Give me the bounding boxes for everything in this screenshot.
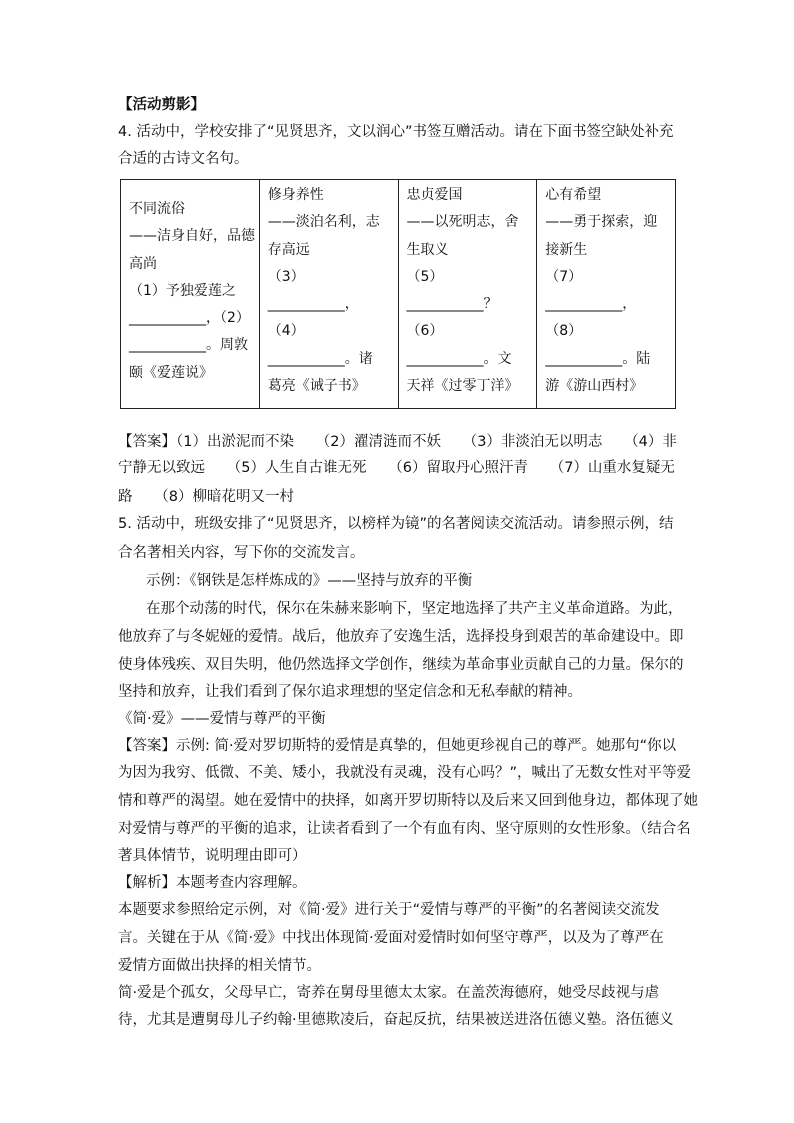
cell-line: 接新生 bbox=[545, 241, 588, 258]
cell-line: 颐《爱莲说》 bbox=[129, 364, 213, 381]
question-5-line-1: 5. 活动中，班级安排了“见贤思齐，以榜样为镜”的名著阅读交流活动。请参照示例，结 bbox=[118, 516, 674, 532]
bookmark-cell-2 bbox=[259, 180, 398, 409]
task-title: 《简·爱》——爱情与尊严的平衡 bbox=[118, 711, 326, 727]
cell-line: 天祥《过零丁洋》 bbox=[406, 378, 519, 395]
analysis-line-5: 简·爱是个孤女，父母早亡，寄养在舅母里德太太家。在盖茨海德府，她受尽歧视与虐 bbox=[118, 985, 660, 1001]
question-5-line-2: 合名著相关内容，写下你的交流发言。 bbox=[118, 545, 365, 561]
cell-line: ——以死明志，舍 bbox=[406, 214, 519, 231]
answer-5-line-5: 著具体情节，说明理由即可） bbox=[118, 848, 307, 864]
example-line-2: 他放弃了与冬妮娅的爱情。战后，他放弃了安逸生活，选择投身到艰苦的革命建设中。即 bbox=[118, 629, 684, 645]
cell-line: ——淡泊名利，志 bbox=[267, 214, 380, 231]
example-line-1: 在那个动荡的时代，保尔在朱赫来影响下，坚定地选择了共产主义革命道路。为此， bbox=[146, 601, 683, 617]
cell-line: 心有希望 bbox=[545, 187, 602, 203]
cell-line: （5） bbox=[406, 268, 444, 285]
cell-line: 忠贞爱国 bbox=[406, 187, 463, 203]
cell-line: 游《游山西村》 bbox=[545, 378, 644, 395]
cell-line: （8） bbox=[545, 323, 583, 340]
section-title: 【活动剪影】 bbox=[118, 97, 205, 113]
answer-4-line-3: 路 （8）柳暗花明又一村 bbox=[118, 489, 294, 505]
answer-5-line-1: 【答案】示例: 简·爱对罗切斯特的爱情是真挚的，但她更珍视自己的尊严。她那句“你以 bbox=[118, 738, 677, 754]
cell-line: 存高远 bbox=[267, 241, 310, 258]
bookmark-cell-4 bbox=[537, 180, 676, 409]
cell-line: ——勇于探索，迎 bbox=[545, 214, 658, 231]
analysis-line-3: 言。关键在于从《简·爱》中找出体现简·爱面对爱情时如何坚守尊严，以及为了尊严在 bbox=[118, 930, 664, 946]
analysis-line-2: 本题要求参照给定示例，对《简·爱》进行关于“爱情与尊严的平衡”的名著阅读交流发 bbox=[118, 902, 660, 918]
analysis-line-6: 待，尤其是遭舅母儿子约翰·里德欺凌后，奋起反抗，结果被送进洛伍德义塾。洛伍德义 bbox=[118, 1012, 674, 1028]
blank-line: ___________。周敦 bbox=[129, 337, 248, 354]
bookmark-cell-1 bbox=[121, 180, 260, 409]
blank-line: ___________。诸 bbox=[267, 350, 373, 367]
cell-line: 高尚 bbox=[129, 255, 157, 272]
answer-4-line-2: 宁静无以致远 （5）人生自古谁无死 （6）留取丹心照汗青 （7）山重水复疑无 bbox=[118, 460, 675, 476]
blank-line: ___________， bbox=[545, 296, 637, 313]
question-4-line-1: 4. 活动中，学校安排了“见贤思齐，文以润心”书签互赠活动。请在下面书签空缺处补充 bbox=[118, 124, 674, 140]
cell-line: 生取义 bbox=[406, 241, 449, 258]
blank-line: ___________。陆 bbox=[545, 350, 651, 367]
answer-5-line-4: 对爱情与尊严的平衡的追求，让读者看到了一个有血有肉、坚守原则的女性形象。（结合名 bbox=[118, 821, 691, 837]
cell-line: （4） bbox=[267, 323, 305, 340]
cell-line: 修身养性 bbox=[267, 187, 324, 203]
answer-5-line-3: 情和尊严的渴望。她在爱情中的抉择，如离开罗切斯特以及后来又回到他身边，都体现了她 bbox=[118, 793, 698, 809]
cell-line: ——洁身自好，品德 bbox=[129, 228, 255, 245]
cell-line: （6） bbox=[406, 323, 444, 340]
bookmark-table bbox=[120, 179, 676, 409]
cell-line: （3） bbox=[267, 268, 305, 285]
cell-line: （1）予独爱莲之 bbox=[129, 282, 236, 299]
answer-4-line-1: 【答案】（1）出淤泥而不染 （2）濯清涟而不妖 （3）非淡泊无以明志 （4）非 bbox=[118, 434, 677, 450]
blank-line: ___________？ bbox=[406, 296, 498, 313]
analysis-line-1: 【解析】本题考查内容理解。 bbox=[118, 875, 307, 891]
example-title: 示例：《钢铁是怎样炼成的》——坚持与放弃的平衡 bbox=[146, 573, 473, 589]
bookmark-cell-3 bbox=[398, 180, 537, 409]
example-line-3: 使身体残疾、双目失明，他仍然选择文学创作，继续为革命事业贡献自己的力量。保尔的 bbox=[118, 657, 684, 673]
cell-line: 葛亮《诫子书》 bbox=[267, 378, 366, 395]
blank-line: ___________。文 bbox=[406, 350, 512, 367]
blank-line: ___________， bbox=[267, 296, 359, 313]
example-line-4: 坚持和放弃，让我们看到了保尔追求理想的坚定信念和无私奉献的精神。 bbox=[118, 684, 582, 700]
cell-line: （7） bbox=[545, 268, 583, 285]
blank-line: ___________，（2） bbox=[129, 310, 250, 327]
question-4-line-2: 合适的古诗文名句。 bbox=[118, 151, 249, 167]
cell-line: 不同流俗 bbox=[129, 201, 185, 217]
analysis-line-4: 爱情方面做出抉择的相关情节。 bbox=[118, 958, 321, 974]
answer-5-line-2: 为因为我穷、低微、不美、矮小，我就没有灵魂，没有心吗？”，喊出了无数女性对平等爱 bbox=[118, 765, 692, 781]
